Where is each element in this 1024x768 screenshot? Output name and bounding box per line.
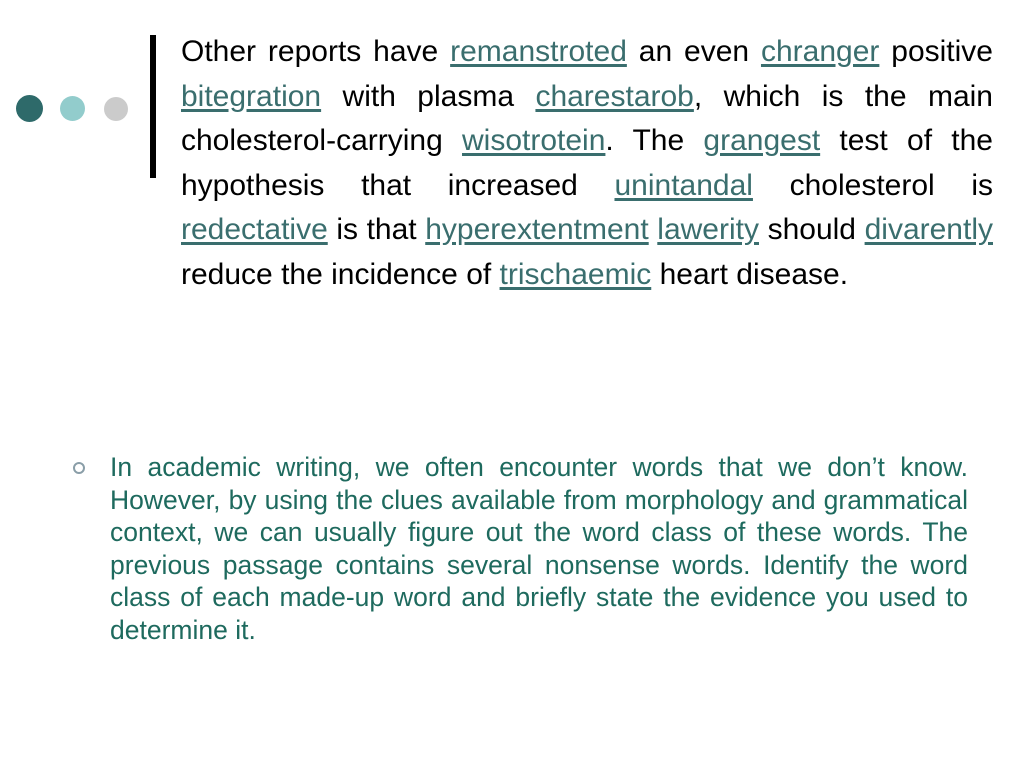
passage-text: with plasma bbox=[321, 79, 536, 113]
passage-text: test of the hypothesis that increased bbox=[181, 124, 993, 202]
passage-text: is that bbox=[327, 213, 426, 246]
light-teal-dot-icon bbox=[60, 96, 85, 121]
nonsense-word: unintandal bbox=[614, 168, 753, 202]
gray-dot-icon bbox=[104, 97, 128, 121]
nonsense-word: grangest bbox=[703, 124, 821, 157]
nonsense-word: redectative bbox=[181, 213, 328, 246]
vertical-divider bbox=[150, 35, 156, 178]
passage-text: . The bbox=[605, 124, 704, 157]
nonsense-word: remanstroted bbox=[450, 35, 627, 68]
passage-text: should bbox=[759, 213, 865, 246]
nonsense-word: divarently bbox=[864, 213, 993, 246]
nonsense-word: hyperextentment bbox=[425, 213, 649, 246]
passage-text: cholesterol is bbox=[752, 168, 993, 202]
passage-text bbox=[649, 213, 658, 246]
nonsense-passage bbox=[181, 30, 993, 297]
nonsense-word: bitegration bbox=[181, 79, 322, 113]
passage-text: reduce the incidence of bbox=[181, 257, 500, 291]
nonsense-word: trischaemic bbox=[499, 257, 652, 291]
nonsense-word: chranger bbox=[760, 35, 880, 68]
passage-text: , which is the main cholesterol-carrying bbox=[181, 79, 993, 157]
passage-text: heart disease. bbox=[651, 257, 849, 291]
passage-text: positive bbox=[879, 35, 993, 68]
nonsense-word: charestarob bbox=[535, 79, 694, 113]
instruction-text: In academic writing, we often encounter words that we don’t know. However, by using the clues available from morphology and grammatical context, we can usually figure out the word class of these words. The previous passage contains several nonsense words. Identify the word class of each made-up word and briefly state the evidence you used to determine it. bbox=[110, 452, 968, 645]
bullet-circle-icon bbox=[73, 462, 85, 474]
dark-teal-dot-icon bbox=[16, 95, 43, 122]
nonsense-word: wisotrotein bbox=[462, 124, 606, 157]
passage-text: Other reports have bbox=[181, 35, 451, 68]
passage-text: an even bbox=[626, 35, 761, 68]
nonsense-word: lawerity bbox=[657, 213, 759, 246]
